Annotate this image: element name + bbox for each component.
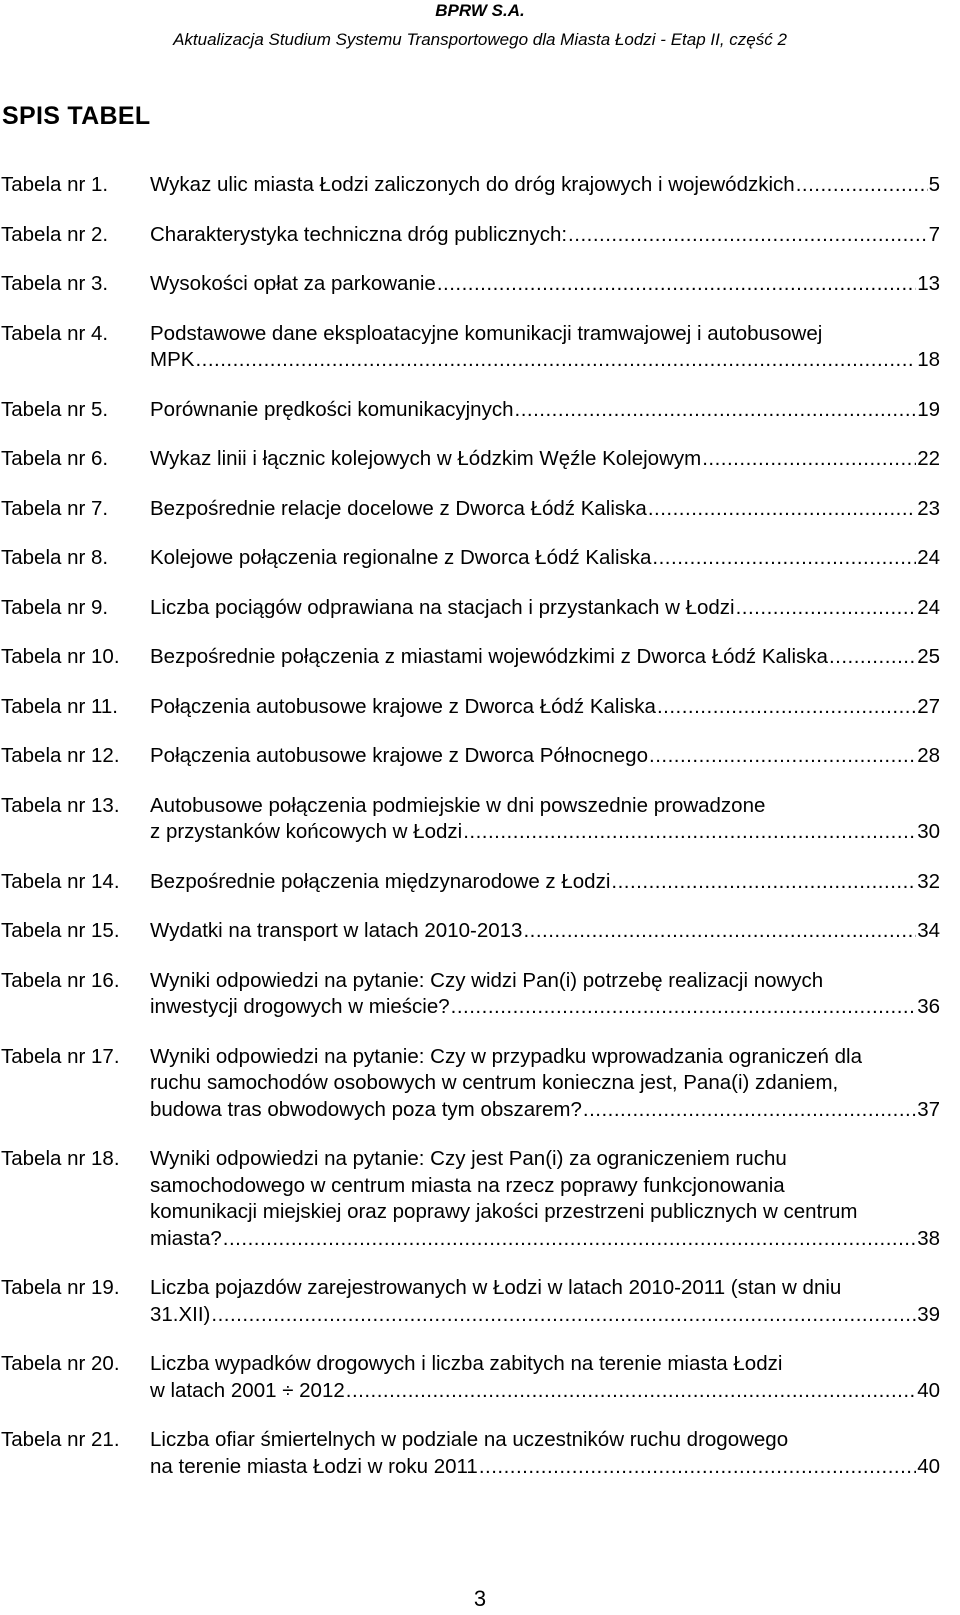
toc-entry-line bbox=[150, 1226, 940, 1253]
toc-entry-label: Tabela nr 16. bbox=[1, 968, 120, 992]
toc-entry-page-number: 27 bbox=[917, 694, 940, 718]
toc-entry-line bbox=[150, 869, 940, 896]
toc-entry-line bbox=[150, 545, 940, 572]
toc-entry-line bbox=[150, 321, 940, 348]
toc-entry-text bbox=[150, 321, 940, 374]
toc-entry-text bbox=[150, 644, 940, 671]
table-of-contents bbox=[0, 172, 940, 1503]
toc-entry-line bbox=[150, 793, 940, 820]
toc-entry-title-text: Liczba ofiar śmiertelnych w podziale na uczestników ruchu drogowego bbox=[150, 1428, 789, 1451]
toc-entry[interactable] bbox=[0, 545, 940, 572]
toc-entry-title-text: Bezpośrednie połączenia międzynarodowe z Łodzi bbox=[150, 869, 611, 893]
toc-entry-text bbox=[150, 172, 940, 199]
toc-entry-line bbox=[150, 1427, 940, 1454]
toc-entry-label: Tabela nr 17. bbox=[1, 1044, 120, 1068]
dot-leader bbox=[523, 918, 916, 945]
toc-entry-page-number: 40 bbox=[917, 1454, 940, 1478]
toc-entry-title-text: Autobusowe połączenia podmiejskie w dni powszednie prowadzone bbox=[150, 793, 766, 817]
toc-entry-title-text: Wyniki odpowiedzi na pytanie: Czy w przypadku wprowadzania ograniczeń dla bbox=[150, 1044, 862, 1068]
toc-entry-label: Tabela nr 13. bbox=[1, 793, 120, 817]
company-name: BPRW S.A. bbox=[435, 1, 525, 20]
toc-entry-page-number: 39 bbox=[917, 1302, 940, 1326]
toc-entry-text bbox=[150, 743, 940, 770]
toc-entry-label: Tabela nr 12. bbox=[1, 744, 120, 767]
toc-entry-text bbox=[150, 271, 940, 298]
toc-entry-page-number: 18 bbox=[917, 348, 940, 371]
toc-entry[interactable] bbox=[0, 1044, 940, 1124]
toc-entry-title-text: Liczba pociągów odprawiana na stacjach i przystankach w Łodzi bbox=[150, 595, 735, 619]
toc-entry-line bbox=[150, 968, 940, 995]
toc-entry[interactable] bbox=[0, 397, 940, 424]
dot-leader bbox=[451, 994, 917, 1021]
dot-leader bbox=[657, 694, 916, 721]
toc-entry-page-number: 37 bbox=[917, 1097, 940, 1121]
dot-leader bbox=[652, 545, 916, 572]
toc-entry-page-number: 23 bbox=[917, 496, 940, 520]
toc-entry-line bbox=[150, 1302, 940, 1329]
toc-entry-page-number: 40 bbox=[917, 1378, 940, 1402]
toc-entry-text bbox=[150, 968, 940, 1021]
toc-entry-line bbox=[150, 1070, 940, 1097]
toc-entry-page-number: 13 bbox=[917, 272, 940, 295]
toc-entry-title-text: inwestycji drogowych w mieście? bbox=[150, 995, 450, 1018]
toc-entry-label: Tabela nr 19. bbox=[1, 1276, 120, 1299]
toc-entry-page-number: 22 bbox=[917, 447, 940, 470]
toc-entry-line bbox=[150, 1378, 940, 1405]
toc-entry-title-text: Połączenia autobusowe krajowe z Dworca Łódź Kaliska bbox=[150, 694, 656, 718]
toc-entry-text bbox=[150, 222, 940, 249]
toc-entry-title-text: miasta? bbox=[150, 1226, 222, 1250]
dot-leader bbox=[736, 595, 917, 622]
toc-entry-page-number: 30 bbox=[917, 820, 940, 843]
toc-entry-label: Tabela nr 18. bbox=[1, 1147, 120, 1170]
dot-leader bbox=[568, 222, 928, 249]
toc-entry-title-text: 31.XII) bbox=[150, 1302, 211, 1326]
toc-entry-line bbox=[150, 743, 940, 770]
toc-entry-text bbox=[150, 446, 940, 473]
toc-entry-title-text: samochodowego w centrum miasta na rzecz poprawy funkcjonowania bbox=[150, 1173, 785, 1197]
toc-entry-page-number: 19 bbox=[917, 397, 940, 421]
toc-entry-label: Tabela nr 3. bbox=[1, 272, 109, 295]
dot-leader bbox=[437, 271, 916, 298]
toc-entry-title-text: MPK bbox=[150, 348, 195, 371]
toc-entry-line bbox=[150, 1044, 940, 1071]
toc-entry-label: Tabela nr 1. bbox=[1, 173, 109, 196]
toc-entry-label: Tabela nr 9. bbox=[1, 595, 109, 619]
toc-entry-text bbox=[150, 1427, 940, 1480]
dot-leader bbox=[479, 1454, 916, 1481]
toc-entry-text bbox=[150, 595, 940, 622]
toc-entry[interactable] bbox=[0, 644, 940, 671]
toc-entry-line bbox=[150, 271, 940, 298]
toc-entry-line bbox=[150, 1173, 940, 1200]
toc-entry-line bbox=[150, 994, 940, 1021]
page-title: SPIS TABEL bbox=[2, 102, 151, 130]
toc-entry-text bbox=[150, 1146, 940, 1252]
toc-entry-title-text: Podstawowe dane eksploatacyjne komunikacji tramwajowej i autobusowej bbox=[150, 321, 823, 345]
toc-entry-title-text: ruchu samochodów osobowych w centrum konieczna jest, Pana(i) zdaniem, bbox=[150, 1071, 839, 1094]
toc-entry-page-number: 32 bbox=[917, 869, 940, 893]
toc-entry-label: Tabela nr 2. bbox=[1, 222, 109, 246]
toc-entry-page-number: 38 bbox=[917, 1226, 940, 1250]
toc-entry[interactable] bbox=[0, 1351, 940, 1404]
toc-entry-title-text: Charakterystyka techniczna dróg publicznych: bbox=[150, 222, 568, 246]
dot-leader bbox=[195, 347, 916, 374]
toc-entry-title-text: Wykaz linii i łącznic kolejowych w Łódzkim Węźle Kolejowym bbox=[150, 447, 702, 470]
toc-entry[interactable] bbox=[0, 222, 940, 249]
toc-entry-line bbox=[150, 1454, 940, 1481]
toc-entry-label: Tabela nr 5. bbox=[1, 397, 109, 421]
toc-entry-label: Tabela nr 11. bbox=[1, 694, 119, 718]
toc-entry-title-text: Wysokości opłat za parkowanie bbox=[150, 272, 436, 295]
toc-entry-page-number: 36 bbox=[917, 995, 940, 1018]
dot-leader bbox=[211, 1302, 916, 1329]
toc-entry-line bbox=[150, 819, 940, 846]
toc-entry[interactable] bbox=[0, 172, 940, 199]
toc-entry-text bbox=[150, 397, 940, 424]
toc-entry-title-text: Wykaz ulic miasta Łodzi zaliczonych do dróg krajowych i wojewódzkich bbox=[150, 173, 795, 196]
toc-entry[interactable] bbox=[0, 1275, 940, 1328]
dot-leader bbox=[223, 1226, 916, 1253]
toc-entry[interactable] bbox=[0, 595, 940, 622]
toc-entry-title-text: Liczba pojazdów zarejestrowanych w Łodzi w latach 2010-2011 (stan w dniu bbox=[150, 1276, 842, 1299]
toc-entry[interactable] bbox=[0, 869, 940, 896]
toc-entry-title-text: na terenie miasta Łodzi w roku 2011 bbox=[150, 1454, 478, 1478]
dot-leader bbox=[611, 869, 916, 896]
toc-entry[interactable] bbox=[0, 694, 940, 721]
toc-entry-line bbox=[150, 1146, 940, 1173]
toc-entry-page-number: 28 bbox=[917, 744, 940, 767]
toc-entry-title-text: Wyniki odpowiedzi na pytanie: Czy widzi Pan(i) potrzebę realizacji nowych bbox=[150, 968, 824, 992]
toc-entry-title-text: w latach 2001 ÷ 2012 bbox=[150, 1378, 345, 1402]
dot-leader bbox=[346, 1378, 916, 1405]
toc-entry-text bbox=[150, 496, 940, 523]
toc-entry-label: Tabela nr 21. bbox=[1, 1428, 120, 1451]
toc-entry-title-text: Liczba wypadków drogowych i liczba zabitych na terenie miasta Łodzi bbox=[150, 1352, 783, 1375]
toc-entry-line bbox=[150, 918, 940, 945]
toc-entry[interactable] bbox=[0, 793, 940, 846]
toc-entry-line bbox=[150, 1351, 940, 1378]
toc-entry-label: Tabela nr 15. bbox=[1, 919, 120, 942]
toc-entry-title-text: budowa tras obwodowych poza tym obszarem? bbox=[150, 1097, 582, 1121]
toc-entry-page-number: 7 bbox=[928, 222, 940, 246]
toc-entry[interactable] bbox=[0, 496, 940, 523]
toc-entry-text bbox=[150, 918, 940, 945]
toc-entry[interactable] bbox=[0, 446, 940, 473]
toc-entry-label: Tabela nr 20. bbox=[1, 1352, 120, 1375]
toc-entry-text bbox=[150, 869, 940, 896]
toc-entry-line bbox=[150, 1275, 940, 1302]
dot-leader bbox=[515, 397, 917, 424]
toc-entry[interactable] bbox=[0, 968, 940, 1021]
toc-entry-text bbox=[150, 793, 940, 846]
toc-entry-title-text: Bezpośrednie połączenia z miastami wojewódzkimi z Dworca Łódź Kaliska bbox=[150, 645, 828, 668]
toc-entry-page-number: 34 bbox=[917, 919, 940, 942]
toc-entry-line bbox=[150, 1097, 940, 1124]
toc-entry-text bbox=[150, 1044, 940, 1124]
toc-entry-label: Tabela nr 7. bbox=[1, 496, 109, 520]
toc-entry-page-number: 5 bbox=[928, 173, 940, 196]
document-subtitle: Aktualizacja Studium Systemu Transportowego dla Miasta Łodzi - Etap II, część 2 bbox=[173, 30, 787, 49]
toc-entry-label: Tabela nr 10. bbox=[1, 645, 120, 668]
dot-leader bbox=[649, 743, 916, 770]
toc-entry-title-text: Wyniki odpowiedzi na pytanie: Czy jest Pan(i) za ograniczeniem ruchu bbox=[150, 1147, 787, 1170]
toc-entry-text bbox=[150, 1351, 940, 1404]
toc-entry-label: Tabela nr 4. bbox=[1, 321, 109, 345]
toc-entry[interactable] bbox=[0, 321, 940, 374]
toc-entry-title-text: Porównanie prędkości komunikacyjnych bbox=[150, 397, 514, 421]
toc-entry-line bbox=[150, 595, 940, 622]
toc-entry-label: Tabela nr 14. bbox=[1, 869, 120, 893]
toc-entry-line bbox=[150, 694, 940, 721]
toc-entry-text bbox=[150, 545, 940, 572]
toc-entry-line bbox=[150, 446, 940, 473]
dot-leader bbox=[702, 446, 916, 473]
toc-entry[interactable] bbox=[0, 1427, 940, 1480]
toc-entry-text bbox=[150, 694, 940, 721]
toc-entry-title-text: komunikacji miejskiej oraz poprawy jakości przestrzeni publicznych w centrum bbox=[150, 1200, 858, 1223]
dot-leader bbox=[796, 172, 928, 199]
toc-entry-page-number: 25 bbox=[917, 645, 940, 668]
dot-leader bbox=[829, 644, 916, 671]
toc-entry[interactable] bbox=[0, 1146, 940, 1252]
toc-entry-line bbox=[150, 347, 940, 374]
toc-entry-title-text: Połączenia autobusowe krajowe z Dworca Północnego bbox=[150, 744, 648, 767]
toc-entry-text bbox=[150, 1275, 940, 1328]
toc-entry[interactable] bbox=[0, 743, 940, 770]
toc-entry[interactable] bbox=[0, 271, 940, 298]
toc-entry-line bbox=[150, 222, 940, 249]
dot-leader bbox=[583, 1097, 916, 1124]
toc-entry-line bbox=[150, 644, 940, 671]
toc-entry-line bbox=[150, 1199, 940, 1226]
toc-entry-page-number: 24 bbox=[917, 595, 940, 619]
toc-entry-label: Tabela nr 8. bbox=[1, 546, 109, 569]
toc-entry-line bbox=[150, 397, 940, 424]
toc-entry[interactable] bbox=[0, 918, 940, 945]
dot-leader bbox=[648, 496, 916, 523]
toc-entry-title-text: z przystanków końcowych w Łodzi bbox=[150, 820, 463, 843]
toc-entry-title-text: Bezpośrednie relacje docelowe z Dworca Łódź Kaliska bbox=[150, 496, 647, 520]
toc-entry-title-text: Wydatki na transport w latach 2010-2013 bbox=[150, 919, 523, 942]
toc-entry-line bbox=[150, 496, 940, 523]
toc-entry-title-text: Kolejowe połączenia regionalne z Dworca Łódź Kaliska bbox=[150, 546, 652, 569]
toc-entry-page-number: 24 bbox=[917, 546, 940, 569]
page-number: 3 bbox=[473, 1586, 487, 1611]
toc-entry-line bbox=[150, 172, 940, 199]
dot-leader bbox=[463, 819, 916, 846]
toc-entry-label: Tabela nr 6. bbox=[1, 447, 109, 470]
page-header bbox=[0, 0, 960, 51]
